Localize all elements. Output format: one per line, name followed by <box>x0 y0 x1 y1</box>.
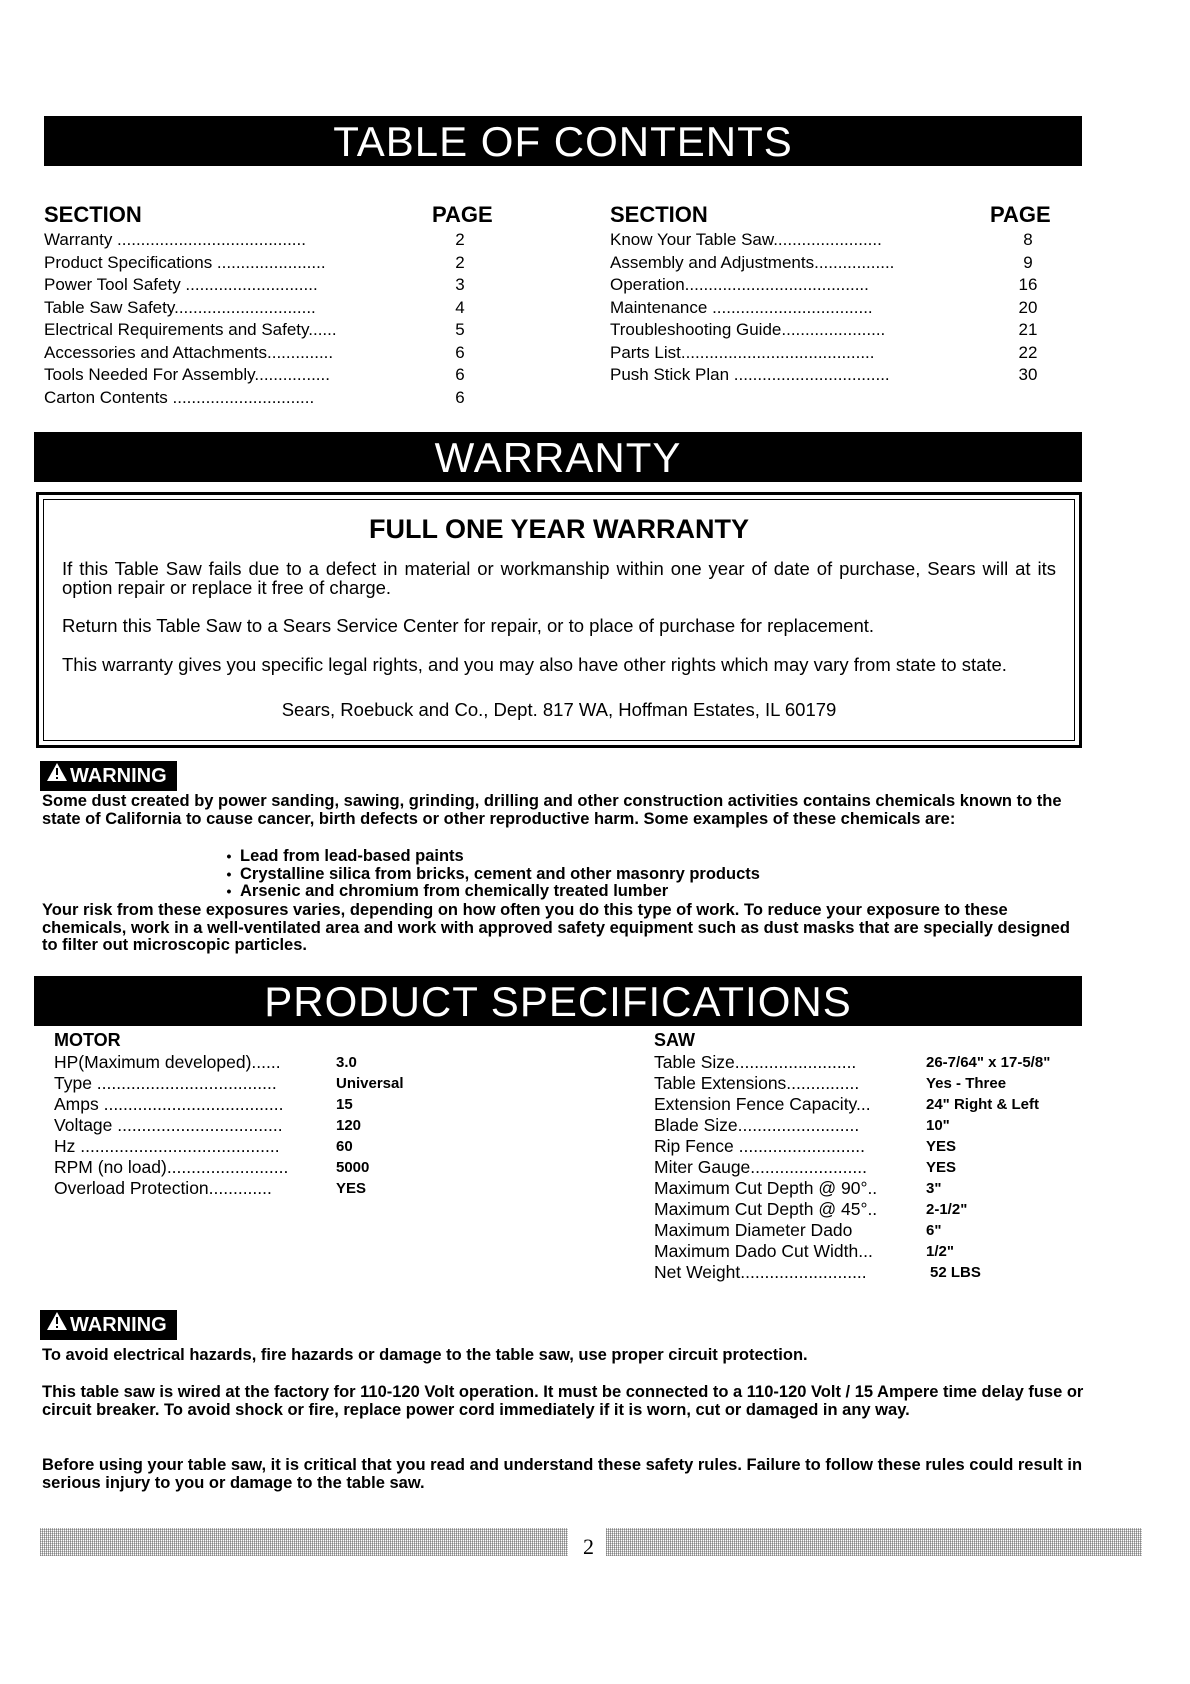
toc-title: TABLE OF CONTENTS <box>333 118 793 165</box>
spec-label: Rip Fence .......................... <box>654 1136 866 1156</box>
spec-row <box>54 1178 474 1199</box>
spec-row <box>654 1094 1094 1115</box>
spec-label: Maximum Diameter Dado <box>654 1220 853 1240</box>
electrical-warning-3: Before using your table saw, it is critical that you read and understand these safety rules. Failure to follow these rules could result in serious injury to you or damage to the table saw. <box>42 1456 1083 1492</box>
toc-page-header-right: PAGE <box>990 202 1051 227</box>
warning-outro: Your risk from these exposures varies, depending on how often you do this type of work. To reduce your exposure to these chemicals, work in a well-ventilated area and work with approved safety equipment such as dust masks that are specially designed to filter out microscopic particles. <box>42 901 1070 954</box>
warranty-title: FULL ONE YEAR WARRANTY <box>368 514 750 544</box>
spec-label: Voltage .................................. <box>54 1115 283 1135</box>
toc-entry-page: 6 <box>455 342 465 362</box>
footer-pattern-right <box>606 1528 1142 1556</box>
spec-value: 3.0 <box>336 1054 357 1071</box>
spec-row <box>54 1115 474 1136</box>
spec-row <box>54 1157 474 1178</box>
spec-value: Universal <box>336 1075 404 1092</box>
spec-value: YES <box>926 1159 957 1176</box>
toc-entry-label: Power Tool Safety ............................ <box>44 275 318 294</box>
warning-badge-label: WARNING <box>70 765 167 787</box>
spec-value: 60 <box>336 1138 353 1155</box>
toc-entry-label: Carton Contents .............................. <box>44 387 315 407</box>
toc-entry[interactable] <box>610 319 1070 342</box>
warranty-paragraph-1: If this Table Saw fails due to a defect in material or workmanship within one year of date of purchase, Sears will at its option repair or replace it free of charge. <box>62 558 1056 598</box>
spec-row <box>654 1157 1094 1178</box>
spec-label: Type ..................................... <box>54 1073 277 1093</box>
spec-value: 120 <box>336 1117 362 1134</box>
toc-entry-page: 5 <box>455 320 465 339</box>
toc-banner <box>44 116 1082 166</box>
spec-value: 24" Right & Left <box>926 1096 1039 1113</box>
warranty-paragraph-3: This warranty gives you specific legal rights, and you may also have other rights which may vary from state to state. <box>62 654 1007 675</box>
toc-entry[interactable] <box>44 319 484 342</box>
saw-heading: SAW <box>654 1030 696 1050</box>
toc-entry-label: Parts List......................................... <box>610 342 875 362</box>
toc-entry[interactable] <box>44 364 484 387</box>
warranty-banner-title: WARRANTY <box>434 434 682 481</box>
toc-entry-page: 6 <box>455 365 465 384</box>
chemical-list <box>218 848 1078 901</box>
warranty-box <box>36 492 1082 748</box>
toc-entry[interactable] <box>44 297 484 320</box>
spec-label: Extension Fence Capacity... <box>654 1094 871 1114</box>
warning-triangle-icon <box>46 1310 68 1340</box>
toc-entry-label: Maintenance .................................. <box>610 297 873 317</box>
toc-entry[interactable] <box>610 229 1070 252</box>
spec-row <box>654 1073 1094 1094</box>
toc-entry[interactable] <box>610 297 1070 320</box>
specs-banner <box>34 976 1082 1026</box>
spec-row <box>54 1073 474 1094</box>
spec-label: Miter Gauge........................ <box>654 1157 867 1177</box>
warranty-address: Sears, Roebuck and Co., Dept. 817 WA, Hoffman Estates, IL 60179 <box>281 699 837 720</box>
toc-entry-page: 30 <box>1018 365 1038 384</box>
list-item: • Lead from lead-based paints <box>218 848 1078 866</box>
electrical-warning-2: This table saw is wired at the factory for 110-120 Volt operation. It must be connected to a 110-120 Volt / 15 Ampere time delay fuse or circuit breaker. To avoid shock or fire, replace power cord immediately if it is worn, cut or damaged in any way. <box>42 1383 1084 1419</box>
toc-entry-page: 21 <box>1018 320 1038 339</box>
spec-row <box>654 1262 1094 1283</box>
toc-entry-label: Assembly and Adjustments................. <box>610 252 895 272</box>
list-item: • Arsenic and chromium from chemically treated lumber <box>218 883 1078 901</box>
spec-label: Maximum Dado Cut Width... <box>654 1241 873 1261</box>
spec-value: YES <box>336 1180 367 1197</box>
toc-entry-page: 6 <box>455 387 465 407</box>
spec-label: Hz ......................................... <box>54 1136 280 1156</box>
spec-value: 52 LBS <box>930 1264 981 1281</box>
toc-entry-page: 16 <box>1018 275 1038 294</box>
warning-triangle-icon <box>46 761 68 791</box>
spec-row <box>54 1052 474 1073</box>
toc-entry-label: Table Saw Safety.............................. <box>44 297 316 317</box>
spec-value: Yes - Three <box>926 1075 1007 1092</box>
toc-entry-label: Warranty ........................................ <box>44 230 306 249</box>
warning-badge <box>40 761 177 791</box>
spec-row <box>654 1136 1094 1157</box>
toc-entry-page: 22 <box>1018 342 1038 362</box>
spec-value: YES <box>926 1138 957 1155</box>
list-item: • Crystalline silica from bricks, cement and other masonry products <box>218 866 1078 884</box>
spec-value: 26-7/64" x 17-5/8" <box>926 1054 1051 1071</box>
spec-value: 3" <box>926 1180 942 1197</box>
toc-left-list <box>44 229 484 409</box>
spec-row <box>654 1241 1094 1262</box>
warranty-banner <box>34 432 1082 482</box>
spec-label: Overload Protection............. <box>54 1178 272 1198</box>
toc-entry-page: 2 <box>455 230 465 249</box>
toc-entry[interactable] <box>610 364 1070 387</box>
page-number: 2 <box>583 1534 594 1559</box>
toc-entry[interactable] <box>44 229 484 252</box>
toc-entry-label: Troubleshooting Guide...................... <box>610 320 886 339</box>
warning-badge <box>40 1310 177 1340</box>
toc-entry-label: Accessories and Attachments.............. <box>44 342 334 362</box>
specs-banner-title: PRODUCT SPECIFICATIONS <box>264 978 852 1025</box>
toc-entry-label: Know Your Table Saw....................... <box>610 230 882 249</box>
spec-row <box>654 1199 1094 1220</box>
toc-entry[interactable] <box>610 252 1070 275</box>
toc-section-header-right: SECTION <box>610 202 708 227</box>
motor-heading: MOTOR <box>54 1030 121 1050</box>
spec-label: Net Weight.......................... <box>654 1262 867 1282</box>
electrical-warning-1: To avoid electrical hazards, fire hazards or damage to the table saw, use proper circuit protection. <box>42 1346 808 1364</box>
spec-label: Table Size......................... <box>654 1052 857 1072</box>
spec-row <box>54 1136 474 1157</box>
toc-section-header-left: SECTION <box>44 202 142 227</box>
toc-entry[interactable] <box>610 342 1070 365</box>
toc-entry-label: Tools Needed For Assembly................ <box>44 365 330 384</box>
spec-label: HP(Maximum developed)...... <box>54 1052 281 1072</box>
toc-entry[interactable] <box>44 342 484 365</box>
toc-entry-label: Operation....................................... <box>610 275 869 294</box>
toc-entry-page: 9 <box>1023 252 1033 272</box>
spec-value: 15 <box>336 1096 353 1113</box>
warning-intro: Some dust created by power sanding, sawing, grinding, drilling and other construction activities contains chemicals known to the state of California to cause cancer, birth defects or other reproductive harm. Some examples of these chemicals are: <box>42 792 1062 828</box>
toc-entry-label: Product Specifications ....................... <box>44 252 326 272</box>
toc-entry-page: 2 <box>455 252 465 272</box>
spec-label: Amps ..................................... <box>54 1094 284 1114</box>
spec-label: RPM (no load)......................... <box>54 1157 289 1177</box>
spec-label: Table Extensions............... <box>654 1073 860 1093</box>
spec-label: Maximum Cut Depth @ 45°.. <box>654 1199 878 1219</box>
spec-label: Blade Size......................... <box>654 1115 860 1135</box>
toc-right-list <box>610 229 1070 387</box>
toc-entry[interactable] <box>44 387 484 410</box>
spec-row <box>654 1115 1094 1136</box>
toc-entry-page: 4 <box>455 297 465 317</box>
spec-row <box>654 1052 1094 1073</box>
saw-spec-list <box>654 1052 1094 1283</box>
toc-entry-page: 3 <box>455 275 465 294</box>
toc-page-header-left: PAGE <box>432 202 493 227</box>
warranty-paragraph-2: Return this Table Saw to a Sears Service Center for repair, or to place of purchase for replacement. <box>62 615 875 636</box>
footer-pattern-left <box>40 1528 568 1556</box>
toc-entry-label: Push Stick Plan ................................. <box>610 365 890 384</box>
spec-value: 5000 <box>336 1159 370 1176</box>
toc-entry[interactable] <box>44 274 484 297</box>
spec-label: Maximum Cut Depth @ 90°.. <box>654 1178 878 1198</box>
motor-spec-list <box>54 1052 474 1199</box>
spec-row <box>54 1094 474 1115</box>
spec-value: 10" <box>926 1117 950 1134</box>
toc-entry[interactable] <box>44 252 484 275</box>
spec-row <box>654 1178 1094 1199</box>
spec-value: 2-1/2" <box>926 1201 968 1218</box>
warranty-box-inner <box>43 499 1075 741</box>
toc-entry-label: Electrical Requirements and Safety...... <box>44 320 337 339</box>
warning-badge-label: WARNING <box>70 1314 167 1336</box>
spec-value: 1/2" <box>926 1243 954 1260</box>
toc-entry-page: 20 <box>1018 297 1038 317</box>
toc-entry[interactable] <box>610 274 1070 297</box>
toc-entry-page: 8 <box>1023 230 1033 249</box>
spec-value: 6" <box>926 1222 942 1239</box>
spec-row <box>654 1220 1094 1241</box>
